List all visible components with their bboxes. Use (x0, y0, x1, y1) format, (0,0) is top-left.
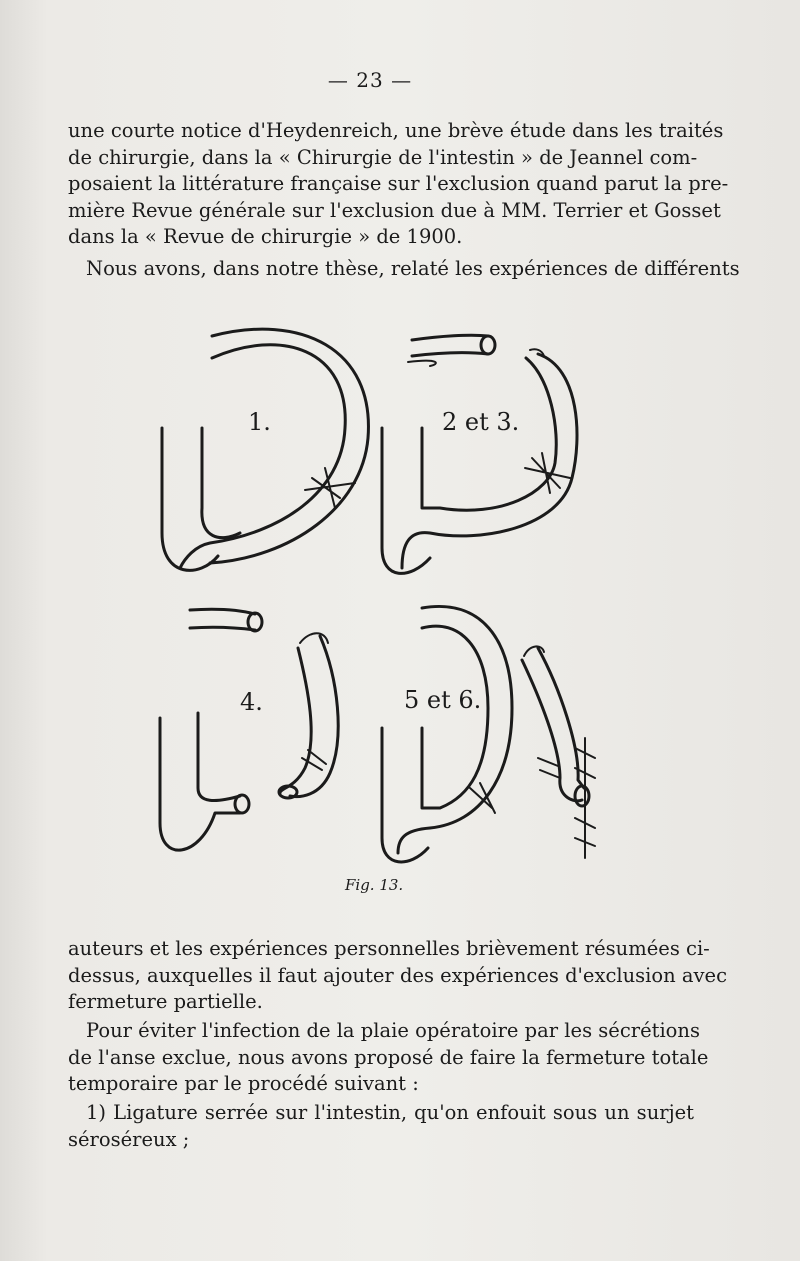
text-line: fermeture partielle. (68, 990, 263, 1013)
paragraph-3 (68, 936, 728, 1016)
text-line: Nous avons, dans notre thèse, relaté les expériences de différents (86, 257, 740, 280)
figure-label: 4. (240, 688, 263, 716)
figure-label: 5 et 6. (404, 686, 482, 714)
paragraph-5 (68, 1100, 694, 1153)
diagram-5-6 (382, 606, 595, 861)
text-line: une courte notice d'Heydenreich, une brève étude dans les traités (68, 119, 724, 142)
diagram-2-3 (382, 335, 577, 573)
figure-caption: Fig. 13. (345, 876, 404, 894)
text-line: de chirurgie, dans la « Chirurgie de l'intestin » de Jeannel com- (68, 145, 698, 169)
diagram-1 (162, 329, 368, 570)
figure-label: 2 et 3. (442, 408, 520, 436)
text-line: temporaire par le procédé suivant : (68, 1072, 419, 1095)
figure-13 (140, 318, 620, 898)
text-line: mière Revue générale sur l'exclusion due à MM. Terrier et Gosset (68, 198, 721, 222)
text-line: auteurs et les expériences personnelles brièvement résumées ci- (68, 937, 710, 960)
page-number: — 23 — (327, 68, 413, 92)
figure-label: 1. (248, 408, 271, 436)
paragraph-2 (68, 256, 740, 283)
text-line: Pour éviter l'infection de la plaie opératoire par les sécrétions (86, 1019, 700, 1042)
text-line: dans la « Revue de chirurgie » de 1900. (68, 225, 463, 248)
paragraph-4 (68, 1018, 709, 1098)
diagram-4 (160, 609, 338, 850)
paragraph-1 (68, 118, 729, 251)
text-line: dessus, auxquelles il faut ajouter des expériences d'exclusion avec (68, 963, 728, 987)
text-line: posaient la littérature française sur l'exclusion quand parut la pre- (68, 172, 729, 195)
text-line: de l'anse exclue, nous avons proposé de faire la fermeture totale (68, 1045, 709, 1069)
text-line: 1) Ligature serrée sur l'intestin, qu'on enfouit sous un surjet (86, 1101, 694, 1124)
intestine-diagrams (140, 318, 620, 898)
text-line: séroséreux ; (68, 1127, 190, 1151)
